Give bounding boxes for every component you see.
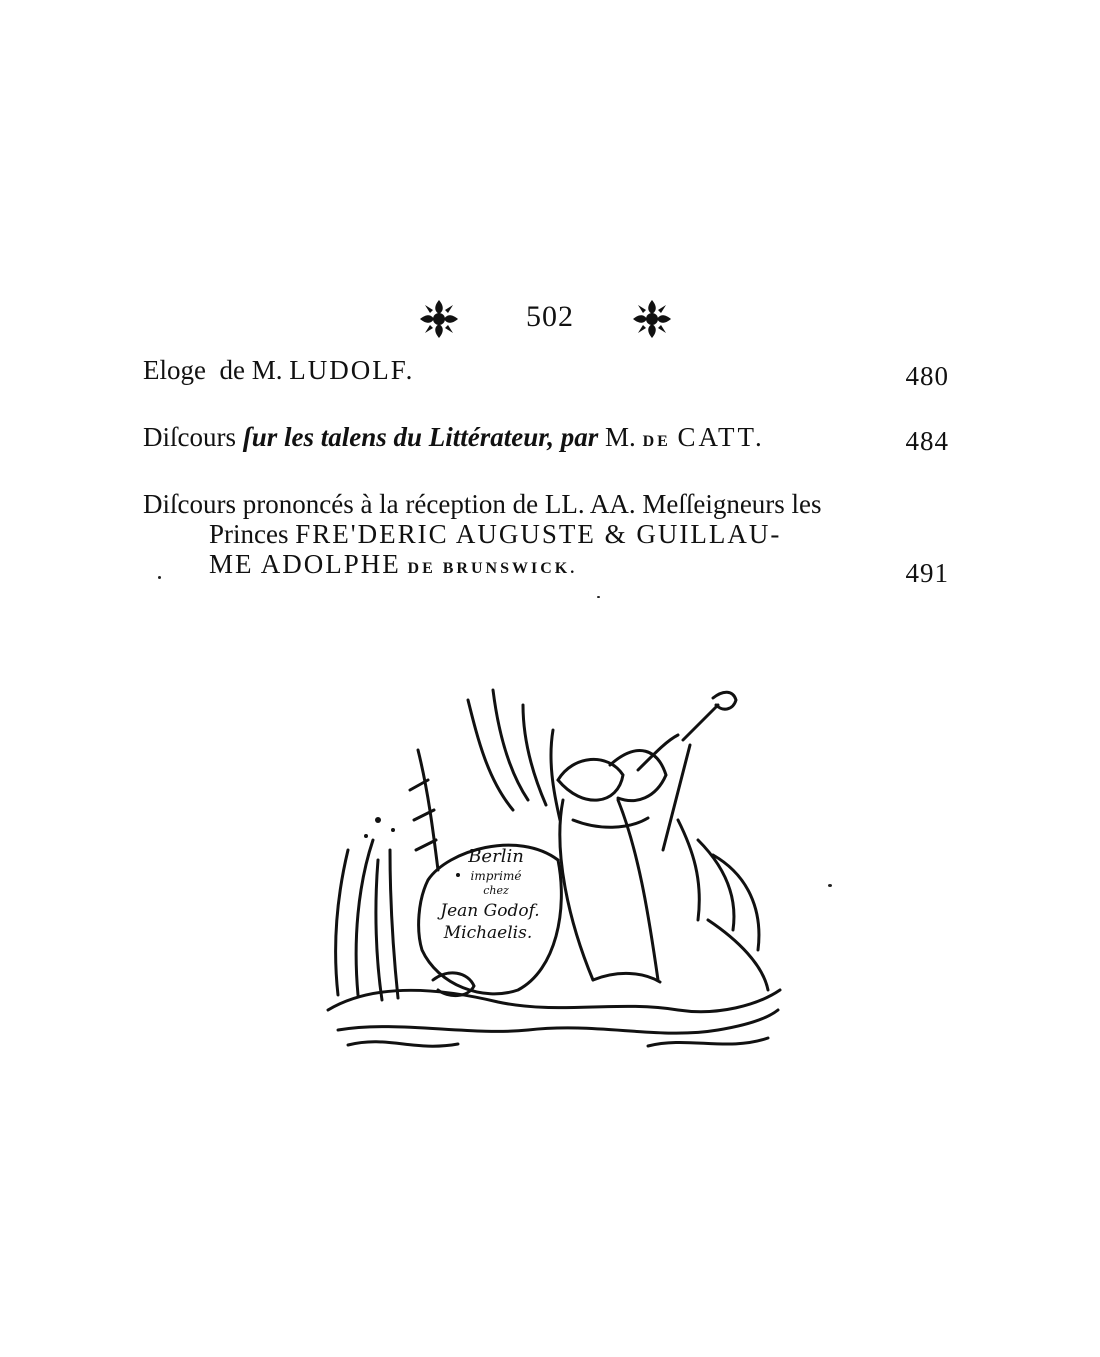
toc-page-number: 484 — [905, 426, 949, 456]
toc-entry — [143, 355, 953, 395]
toc-italic-text: par — [560, 422, 599, 452]
svg-text:Berlin: Berlin — [468, 846, 524, 867]
page-number: 502 — [526, 300, 574, 333]
toc-continuation-line — [143, 519, 883, 549]
toc-entry-title — [143, 422, 883, 457]
svg-text:chez: chez — [483, 884, 509, 897]
ink-speck — [597, 596, 600, 598]
svg-text:Jean Godof.: Jean Godof. — [440, 901, 540, 921]
toc-entry — [143, 422, 953, 462]
toc-text: Eloge — [143, 355, 206, 385]
toc-name: LUDOLF. — [289, 355, 415, 385]
toc-page-number: 480 — [905, 361, 949, 391]
printers-device-illustration — [318, 680, 788, 1060]
toc-name: FRE'DERIC AUGUSTE & GUILLAU- — [295, 519, 782, 549]
ink-speck — [828, 884, 832, 887]
svg-text:imprimé: imprimé — [470, 869, 522, 883]
toc-small-caps: DE BRUNSWICK. — [407, 560, 578, 577]
toc-name: ME ADOLPHE — [209, 549, 401, 579]
toc-text: de M. — [219, 355, 283, 385]
svg-text:Michaelis.: Michaelis. — [443, 923, 533, 943]
table-of-contents — [143, 355, 953, 588]
toc-small-caps: DE — [642, 433, 671, 450]
toc-page-number: 491 — [905, 558, 949, 588]
toc-text: Diſcours — [143, 422, 236, 452]
toc-name: CATT. — [677, 422, 765, 452]
page-header — [0, 298, 1100, 348]
toc-text: Princes — [209, 519, 289, 549]
fleuron-icon — [418, 298, 460, 340]
toc-entry — [143, 489, 953, 588]
ink-speck — [158, 576, 161, 579]
fleuron-icon — [631, 298, 673, 340]
toc-entry-title — [143, 489, 883, 584]
toc-continuation-line — [143, 549, 883, 584]
toc-text: M. — [605, 422, 636, 452]
toc-entry-title — [143, 355, 883, 385]
toc-italic-text: ſur les talens du Littérateur, — [242, 422, 555, 452]
toc-text: Diſcours prononcés à la réception de LL. AA. Meſſeigneurs les — [143, 489, 822, 519]
